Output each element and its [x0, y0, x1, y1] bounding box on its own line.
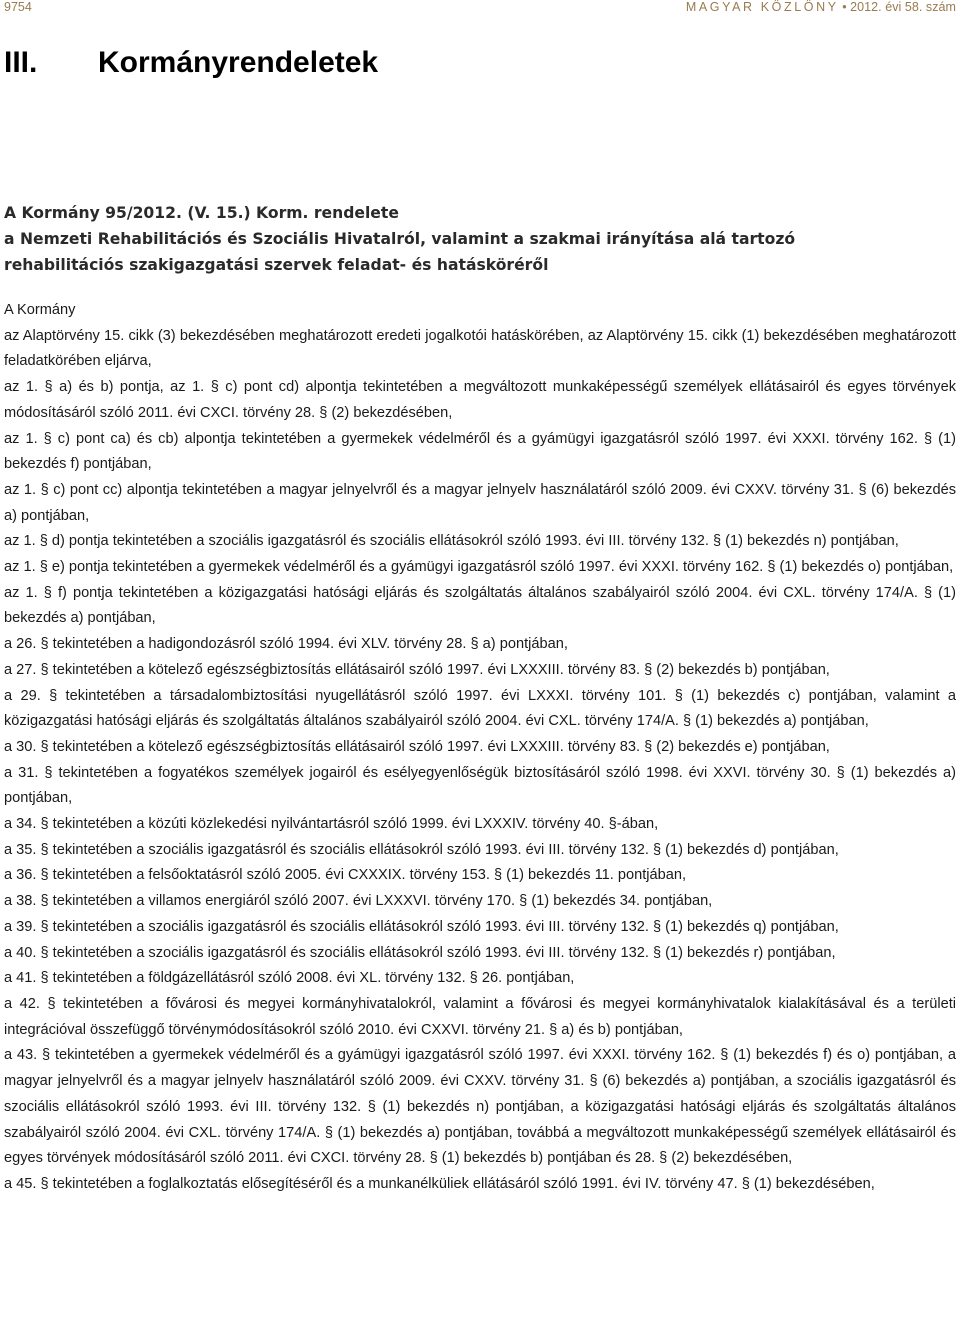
paragraph: a 40. § tekintetében a szociális igazgatásról és szociális ellátásokról szóló 1993. évi III. törvény 132. § (1) bekezdés r) pontjában, — [4, 944, 836, 961]
paragraph: a 43. § tekintetében a gyermekek védelméről és a gyámügyi igazgatásról szóló 1997. évi XXXI. törvény 162. § (1) bekezdés f) és o) pontjában, a magyar jelnyelvről és a magyar jelnyelv használatáról szóló 2009. évi CXXV. törvény 31. § (6) bekezdés a) pontjában, a szociális igazgatásról és szociális ellátásokról szóló 1993. évi III. törvény 132. § (1) bekezdés n) pontjában, a közigazgatási hatósági eljárás és szolgáltatás általános szabályairól szóló 2004. évi CXL. törvény 174/A. § (1) bekezdés a) pontjában, továbbá a megváltozott munkaképességű személyek ellátásairól és egyes törvények módosításáról szóló 2011. évi CXCI. törvény 28. § (1) bekezdés b) pontjában és 28. § (2) bekezdésében, — [4, 1047, 956, 1167]
paragraph: a 29. § tekintetében a társadalombiztosítási nyugellátásról szóló 1997. évi LXXXI. törvény 101. § (1) bekezdés c) pontjában, valamint a közigazgatási hatósági eljárás és szolgáltatás általános szabályairól szóló 2004. évi CXL. törvény 174/A. § (1) bekezdés a) pontjában, — [4, 687, 956, 730]
paragraph: a 41. § tekintetében a földgázellátásról szóló 2008. évi XL. törvény 132. § 26. pontjában, — [4, 970, 575, 987]
running-header — [4, 0, 956, 18]
paragraph: az 1. § a) és b) pontja, az 1. § c) pont cd) alpontja tekintetében a megváltozott munkaképességű személyek ellátásairól és egyes törvények módosításáról szóló 2011. évi CXCI. törvény 28. § (2) bekezdésében, — [4, 379, 956, 421]
paragraph: a 27. § tekintetében a kötelező egészségbiztosítás ellátásairól szóló 1997. évi LXXXIII. törvény 83. § (2) bekezdés b) pontjában, — [4, 661, 830, 678]
paragraph: a 35. § tekintetében a szociális igazgatásról és szociális ellátásokról szóló 1993. évi III. törvény 132. § (1) bekezdés d) pontjában, — [4, 841, 839, 858]
preamble-body — [4, 298, 956, 1198]
section-heading — [4, 46, 378, 80]
decree-title-line: a Nemzeti Rehabilitációs és Szociális Hivatalról, valamint a szakmai irányítása alá tartozó — [4, 230, 796, 248]
section-title: Kormányrendeletek — [98, 46, 379, 79]
paragraph: a 34. § tekintetében a közúti közlekedési nyilvántartásról szóló 1999. évi LXXXIV. törvény 40. §-ában, — [4, 816, 659, 833]
paragraph: a 42. § tekintetében a fővárosi és megyei kormányhivatalokról, valamint a fővárosi és megyei kormányhivatalok kialakításával és a területi integrációval összefüggő törvénymódosításokról szóló 2010. évi CXXVI. törvény 21. § a) és b) pontjában, — [4, 995, 956, 1038]
journal-issue-line — [686, 0, 956, 14]
paragraph: a 31. § tekintetében a fogyatékos személyek jogairól és esélyegyenlőségük biztosításáról szóló 1998. évi XXVI. törvény 30. § (1) bekezdés a) pontjában, — [4, 764, 956, 807]
paragraph: az 1. § e) pontja tekintetében a gyermekek védelméről és a gyámügyi igazgatásról szóló 1997. évi XXXI. törvény 162. § (1) bekezdés o) pontjában, — [4, 559, 954, 576]
paragraph: a 36. § tekintetében a felsőoktatásról szóló 2005. évi CXXXIX. törvény 153. § (1) bekezdés 11. pontjában, — [4, 867, 687, 884]
paragraph: az Alaptörvény 15. cikk (3) bekezdésében meghatározott eredeti jogalkotói hatáskörében, az Alaptörvény 15. cikk (1) bekezdésében meghatározott feladatkörében eljárva, — [4, 327, 956, 370]
paragraph: az 1. § c) pont cc) alpontja tekintetében a magyar jelnyelvről és a magyar jelnyelv használatáról szóló 2009. évi CXXV. törvény 31. § (6) bekezdés a) pontjában, — [4, 481, 956, 524]
paragraph: az 1. § f) pontja tekintetében a közigazgatási hatósági eljárás és szolgáltatás általános szabályairól szóló 2004. évi CXL. törvény 174/A. § (1) bekezdés a) pontjában, — [4, 584, 956, 627]
issue-label: • 2012. évi 58. szám — [842, 0, 956, 14]
decree-title-line: rehabilitációs szakigazgatási szervek feladat- és hatásköréről — [4, 256, 549, 274]
decree-title-line: A Kormány 95/2012. (V. 15.) Korm. rendelete — [4, 204, 399, 222]
paragraph: a 38. § tekintetében a villamos energiáról szóló 2007. évi LXXXVI. törvény 170. § (1) bekezdés 34. pontjában, — [4, 893, 713, 910]
journal-name: MAGYAR KÖZLÖNY — [685, 0, 839, 14]
paragraph: a 26. § tekintetében a hadigondozásról szóló 1994. évi XLV. törvény 28. § a) pontjában, — [4, 636, 568, 653]
paragraph: a 45. § tekintetében a foglalkoztatás elősegítéséről és a munkanélküliek ellátásáról szóló 1991. évi IV. törvény 47. § (1) bekezdésében, — [4, 1175, 875, 1192]
paragraph: a 39. § tekintetében a szociális igazgatásról és szociális ellátásokról szóló 1993. évi III. törvény 132. § (1) bekezdés q) pontjában, — [4, 918, 839, 935]
section-number: III. — [4, 46, 38, 79]
paragraph: a 30. § tekintetében a kötelező egészségbiztosítás ellátásairól szóló 1997. évi LXXXIII. törvény 83. § (2) bekezdés e) pontjában, — [4, 738, 830, 755]
enacting-authority: A Kormány — [4, 302, 76, 318]
page-number: 9754 — [4, 0, 32, 14]
paragraph: az 1. § c) pont ca) és cb) alpontja tekintetében a gyermekek védelméről és a gyámügyi igazgatásról szóló 1997. évi XXXI. törvény 162. § (1) bekezdés f) pontjában, — [4, 430, 956, 473]
decree-title — [4, 200, 956, 278]
paragraph: az 1. § d) pontja tekintetében a szociális igazgatásról és szociális ellátásokról szóló 1993. évi III. törvény 132. § (1) bekezdés n) pontjában, — [4, 533, 899, 550]
